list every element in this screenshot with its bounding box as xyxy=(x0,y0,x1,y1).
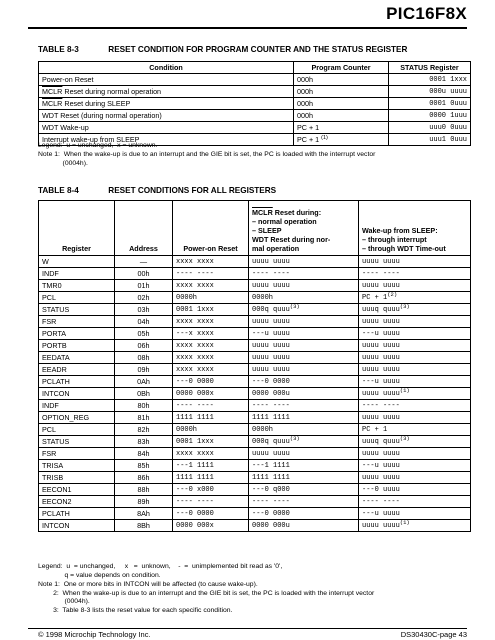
wake-value: ---- ---- xyxy=(362,269,400,278)
cell-wake-up xyxy=(359,472,471,484)
table-row xyxy=(39,292,471,304)
cell-address: 89h xyxy=(115,496,173,508)
pc-value: PC + 1 xyxy=(297,134,322,144)
table-row xyxy=(39,424,471,436)
cell-status: uuu0 0uuu xyxy=(389,122,471,134)
mclr-label: MCLR xyxy=(42,98,63,108)
cell-register: PCL xyxy=(39,424,115,436)
table-row xyxy=(39,484,471,496)
cell-mclr-reset xyxy=(249,280,359,292)
table-row xyxy=(39,122,471,134)
table-row xyxy=(39,472,471,484)
cell-register: PORTB xyxy=(39,340,115,352)
pc-value: 000h xyxy=(297,110,313,120)
cell-condition xyxy=(39,122,294,134)
cell-mclr-reset xyxy=(249,328,359,340)
pc-value: 000h xyxy=(297,98,313,108)
cell-mclr-reset xyxy=(249,352,359,364)
column-header: STATUS Register xyxy=(389,62,471,74)
page-title: PIC16F8X xyxy=(386,4,467,23)
cell-address: 83h xyxy=(115,436,173,448)
table-number: TABLE 8-4 xyxy=(38,186,79,195)
cell-wake-up xyxy=(359,448,471,460)
cell-power-on-reset: 0000h xyxy=(173,424,249,436)
table-8-3-caption xyxy=(38,45,407,54)
cell-mclr-reset xyxy=(249,460,359,472)
cell-power-on-reset: xxxx xxxx xyxy=(173,256,249,268)
condition-text: WDT Reset (during normal operation) xyxy=(42,110,162,120)
wake-value: ---u uuuu xyxy=(362,377,400,386)
pc-value: PC + 1 xyxy=(297,122,320,132)
cell-mclr-reset xyxy=(249,388,359,400)
wake-value: uuuu uuuu xyxy=(362,341,400,350)
cell-register: STATUS xyxy=(39,304,115,316)
table-row xyxy=(39,280,471,292)
cell-register: STATUS xyxy=(39,436,115,448)
mclr-value: 0000 000u xyxy=(252,521,290,530)
wake-value: uuuu uuuu xyxy=(362,281,400,290)
mclr-label-rest: Reset during: xyxy=(272,208,322,217)
cell-mclr-reset xyxy=(249,316,359,328)
mclr-value: ---1 1111 xyxy=(252,461,290,470)
cell-wake-up xyxy=(359,352,471,364)
pc-value: 000h xyxy=(297,74,313,84)
cell-wake-up xyxy=(359,460,471,472)
cell-wake-up xyxy=(359,268,471,280)
cell-wake-up xyxy=(359,436,471,448)
cell-address: 0Ah xyxy=(115,376,173,388)
footnote-ref: (3) xyxy=(399,435,410,442)
table-title: RESET CONDITION FOR PROGRAM COUNTER AND THE STATUS REGISTER xyxy=(108,45,408,54)
mclr-value: uuuu uuuu xyxy=(252,353,290,362)
table-8-4-legend: Legend: u = unchanged, x = unknown, - = unimplemented bit read as '0', q = value depends on condition. xyxy=(38,563,283,579)
cell-power-on-reset: xxxx xxxx xyxy=(173,364,249,376)
cell-wake-up xyxy=(359,520,471,532)
mclr-value: ---0 q000 xyxy=(252,485,290,494)
condition-text: Interrupt wake-up from SLEEP xyxy=(42,134,140,144)
wake-value: ---u uuuu xyxy=(362,461,400,470)
cell-address: 08h xyxy=(115,352,173,364)
table-row xyxy=(39,98,471,110)
cell-status: 0001 0uuu xyxy=(389,98,471,110)
wake-value: uuuu uuuu xyxy=(362,389,400,398)
wake-value: uuuu uuuu xyxy=(362,449,400,458)
cell-power-on-reset: ---x xxxx xyxy=(173,328,249,340)
table-row xyxy=(39,496,471,508)
cell-register: TRISB xyxy=(39,472,115,484)
table-8-3 xyxy=(38,61,471,146)
footnote-ref: (3) xyxy=(399,303,410,310)
cell-power-on-reset: ---0 0000 xyxy=(173,376,249,388)
cell-power-on-reset: xxxx xxxx xyxy=(173,316,249,328)
cell-mclr-reset xyxy=(249,508,359,520)
cell-address: 02h xyxy=(115,292,173,304)
cell-condition xyxy=(39,98,294,110)
header-line: – through WDT Time-out xyxy=(362,244,446,253)
cell-address: 05h xyxy=(115,328,173,340)
footnote-ref: (1) xyxy=(399,387,410,394)
column-header-mclr xyxy=(249,201,359,256)
table-row xyxy=(39,388,471,400)
cell-power-on-reset: xxxx xxxx xyxy=(173,352,249,364)
mclr-value: uuuu uuuu xyxy=(252,281,290,290)
footer-copyright: © 1998 Microchip Technology Inc. xyxy=(38,630,151,639)
cell-register: OPTION_REG xyxy=(39,412,115,424)
mclr-label: MCLR xyxy=(252,208,273,217)
cell-wake-up xyxy=(359,340,471,352)
cell-wake-up xyxy=(359,388,471,400)
cell-register: PORTA xyxy=(39,328,115,340)
table-row xyxy=(39,376,471,388)
cell-mclr-reset xyxy=(249,376,359,388)
cell-wake-up xyxy=(359,376,471,388)
page-header xyxy=(0,0,495,32)
wake-value: uuuu uuuu xyxy=(362,413,400,422)
cell-power-on-reset: xxxx xxxx xyxy=(173,280,249,292)
wake-value: ---- ---- xyxy=(362,401,400,410)
mclr-value: 0000 000u xyxy=(252,389,290,398)
wake-value: ---- ---- xyxy=(362,497,400,506)
cell-address: 84h xyxy=(115,448,173,460)
table-row xyxy=(39,400,471,412)
table-row xyxy=(39,412,471,424)
cell-register: INDF xyxy=(39,268,115,280)
condition-text: Reset during SLEEP xyxy=(62,98,131,108)
mclr-value: ---- ---- xyxy=(252,497,290,506)
cell-address: 00h xyxy=(115,268,173,280)
cell-wake-up xyxy=(359,292,471,304)
cell-wake-up xyxy=(359,496,471,508)
wake-value: ---u uuuu xyxy=(362,329,400,338)
cell-address: 09h xyxy=(115,364,173,376)
cell-mclr-reset xyxy=(249,364,359,376)
cell-mclr-reset xyxy=(249,292,359,304)
cell-power-on-reset: 0000 000x xyxy=(173,520,249,532)
cell-power-on-reset: ---- ---- xyxy=(173,496,249,508)
footnote-ref: (2) xyxy=(387,291,398,298)
mclr-value: uuuu uuuu xyxy=(252,341,290,350)
cell-register: PCLATH xyxy=(39,508,115,520)
header-line: WDT Reset during nor- xyxy=(252,235,331,244)
footnote-ref: (1) xyxy=(321,134,328,141)
cell-mclr-reset xyxy=(249,520,359,532)
table-row xyxy=(39,268,471,280)
cell-wake-up xyxy=(359,484,471,496)
mclr-value: uuuu uuuu xyxy=(252,257,290,266)
mclr-value: 000q quuu xyxy=(252,305,290,314)
cell-address: 88h xyxy=(115,484,173,496)
cell-register: TMR0 xyxy=(39,280,115,292)
cell-condition xyxy=(39,110,294,122)
cell-wake-up xyxy=(359,508,471,520)
footnote-ref: (1) xyxy=(399,519,410,526)
cell-wake-up xyxy=(359,412,471,424)
cell-status: uuu1 0uuu xyxy=(389,134,471,146)
cell-mclr-reset xyxy=(249,484,359,496)
cell-power-on-reset: 0000 000x xyxy=(173,388,249,400)
cell-mclr-reset xyxy=(249,304,359,316)
cell-address: 82h xyxy=(115,424,173,436)
cell-register: TRISA xyxy=(39,460,115,472)
cell-status: 0000 1uuu xyxy=(389,110,471,122)
column-header: Program Counter xyxy=(294,62,389,74)
table-row xyxy=(39,328,471,340)
cell-register: INDF xyxy=(39,400,115,412)
cell-power-on-reset: xxxx xxxx xyxy=(173,340,249,352)
cell-mclr-reset xyxy=(249,472,359,484)
cell-register: INTCON xyxy=(39,388,115,400)
column-header: Condition xyxy=(39,62,294,74)
table-8-3-legend: Legend: u = unchanged, x = unknown. xyxy=(38,142,158,149)
cell-register: W xyxy=(39,256,115,268)
footer-rule xyxy=(28,628,467,629)
cell-mclr-reset xyxy=(249,256,359,268)
wake-value: uuuu uuuu xyxy=(362,521,400,530)
header-line: – normal operation xyxy=(252,217,317,226)
table-row xyxy=(39,316,471,328)
wake-value: ---u uuuu xyxy=(362,509,400,518)
cell-wake-up xyxy=(359,364,471,376)
cell-address: 81h xyxy=(115,412,173,424)
cell-mclr-reset xyxy=(249,448,359,460)
condition-text: WDT Wake-up xyxy=(42,122,89,132)
mclr-value: 1111 1111 xyxy=(252,473,290,482)
mclr-value: uuuu uuuu xyxy=(252,317,290,326)
cell-register: EECON2 xyxy=(39,496,115,508)
cell-address: 04h xyxy=(115,316,173,328)
mclr-label: MCLR xyxy=(42,86,63,96)
mclr-value: 1111 1111 xyxy=(252,413,290,422)
condition-text: Power-on Reset xyxy=(42,74,94,84)
header-line: mal operation xyxy=(252,244,300,253)
wake-value: uuuu uuuu xyxy=(362,317,400,326)
cell-condition xyxy=(39,86,294,98)
table-8-4 xyxy=(38,200,471,532)
cell-power-on-reset: 0001 1xxx xyxy=(173,304,249,316)
cell-mclr-reset xyxy=(249,436,359,448)
cell-mclr-reset xyxy=(249,268,359,280)
cell-power-on-reset: xxxx xxxx xyxy=(173,448,249,460)
mclr-value: 0000h xyxy=(252,425,274,434)
mclr-value: ---0 0000 xyxy=(252,377,290,386)
cell-power-on-reset: ---0 x000 xyxy=(173,484,249,496)
cell-power-on-reset: 0000h xyxy=(173,292,249,304)
footnote-ref: (3) xyxy=(289,435,300,442)
table-row xyxy=(39,460,471,472)
wake-value: uuuu uuuu xyxy=(362,257,400,266)
cell-address: — xyxy=(115,256,173,268)
table-row xyxy=(39,304,471,316)
mclr-value: ---0 0000 xyxy=(252,509,290,518)
table-number: TABLE 8-3 xyxy=(38,45,79,54)
cell-program-counter xyxy=(294,86,389,98)
wake-value: PC + 1 xyxy=(362,425,388,434)
footer-page: DS30430C-page 43 xyxy=(400,630,467,639)
table-row xyxy=(39,110,471,122)
table-row xyxy=(39,352,471,364)
column-header: Register xyxy=(39,201,115,256)
table-row xyxy=(39,448,471,460)
table-row xyxy=(39,256,471,268)
wake-value: PC + 1 xyxy=(362,293,388,302)
table-row xyxy=(39,508,471,520)
cell-power-on-reset: 1111 1111 xyxy=(173,412,249,424)
header-line: Wake-up from SLEEP: xyxy=(362,226,438,235)
wake-value: uuuq quuu xyxy=(362,437,400,446)
cell-mclr-reset xyxy=(249,340,359,352)
table-row xyxy=(39,340,471,352)
table-row xyxy=(39,520,471,532)
header-line: – through interrupt xyxy=(362,235,427,244)
table-8-4-notes: Note 1: One or more bits in INTCON will be affected (to cause wake-up). 2: When the wake-up is due to an interrupt and the GIE bit is set, the PC is loaded with the interrupt vector (0004h). 3: Table 8-3 lists the reset value for each specific condition. xyxy=(38,581,375,614)
cell-register: EECON1 xyxy=(39,484,115,496)
footnote-ref: (3) xyxy=(289,303,300,310)
mclr-value: 000q quuu xyxy=(252,437,290,446)
cell-mclr-reset xyxy=(249,412,359,424)
cell-register: EEDATA xyxy=(39,352,115,364)
column-header-wake xyxy=(359,201,471,256)
cell-address: 03h xyxy=(115,304,173,316)
cell-wake-up xyxy=(359,304,471,316)
cell-address: 8Bh xyxy=(115,520,173,532)
cell-register: INTCON xyxy=(39,520,115,532)
cell-power-on-reset: ---0 0000 xyxy=(173,508,249,520)
cell-mclr-reset xyxy=(249,424,359,436)
cell-power-on-reset: 1111 1111 xyxy=(173,472,249,484)
condition-text: Reset during normal operation xyxy=(62,86,162,96)
cell-wake-up xyxy=(359,328,471,340)
table-title: RESET CONDITIONS FOR ALL REGISTERS xyxy=(108,186,277,195)
mclr-value: ---- ---- xyxy=(252,401,290,410)
cell-wake-up xyxy=(359,424,471,436)
wake-value: ---0 uuuu xyxy=(362,485,400,494)
table-8-3-note: Note 1: When the wake-up is due to an interrupt and the GIE bit is set, the PC is loaded with the interrupt vector (0004h). xyxy=(38,151,376,167)
header-rule xyxy=(28,27,467,29)
mclr-value: uuuu uuuu xyxy=(252,449,290,458)
cell-condition xyxy=(39,74,294,86)
cell-address: 01h xyxy=(115,280,173,292)
mclr-value: uuuu uuuu xyxy=(252,365,290,374)
cell-wake-up xyxy=(359,400,471,412)
cell-status: 0001 1xxx xyxy=(389,74,471,86)
mclr-value: ---- ---- xyxy=(252,269,290,278)
cell-wake-up xyxy=(359,316,471,328)
cell-power-on-reset: ---- ---- xyxy=(173,400,249,412)
wake-value: uuuu uuuu xyxy=(362,365,400,374)
cell-mclr-reset xyxy=(249,400,359,412)
wake-value: uuuu uuuu xyxy=(362,353,400,362)
cell-power-on-reset: ---- ---- xyxy=(173,268,249,280)
cell-register: PCLATH xyxy=(39,376,115,388)
cell-program-counter xyxy=(294,134,389,146)
cell-status: 000u uuuu xyxy=(389,86,471,98)
mclr-value: 0000h xyxy=(252,293,274,302)
cell-address: 0Bh xyxy=(115,388,173,400)
table-row xyxy=(39,364,471,376)
column-header: Address xyxy=(115,201,173,256)
cell-address: 8Ah xyxy=(115,508,173,520)
wake-value: uuuu uuuu xyxy=(362,473,400,482)
cell-register: PCL xyxy=(39,292,115,304)
cell-address: 06h xyxy=(115,340,173,352)
table-row xyxy=(39,74,471,86)
table-row xyxy=(39,86,471,98)
pc-value: 000h xyxy=(297,86,313,96)
cell-program-counter xyxy=(294,98,389,110)
cell-program-counter xyxy=(294,110,389,122)
cell-power-on-reset: 0001 1xxx xyxy=(173,436,249,448)
table-row xyxy=(39,436,471,448)
cell-address: 85h xyxy=(115,460,173,472)
cell-program-counter xyxy=(294,122,389,134)
mclr-value: ---u uuuu xyxy=(252,329,290,338)
cell-program-counter xyxy=(294,74,389,86)
table-8-4-caption xyxy=(38,186,276,195)
cell-register: FSR xyxy=(39,448,115,460)
cell-wake-up xyxy=(359,256,471,268)
cell-mclr-reset xyxy=(249,496,359,508)
cell-wake-up xyxy=(359,280,471,292)
cell-power-on-reset: ---1 1111 xyxy=(173,460,249,472)
cell-address: 86h xyxy=(115,472,173,484)
cell-register: FSR xyxy=(39,316,115,328)
header-line: – SLEEP xyxy=(252,226,282,235)
column-header: Power-on Reset xyxy=(173,201,249,256)
cell-address: 80h xyxy=(115,400,173,412)
wake-value: uuuq quuu xyxy=(362,305,400,314)
cell-register: EEADR xyxy=(39,364,115,376)
